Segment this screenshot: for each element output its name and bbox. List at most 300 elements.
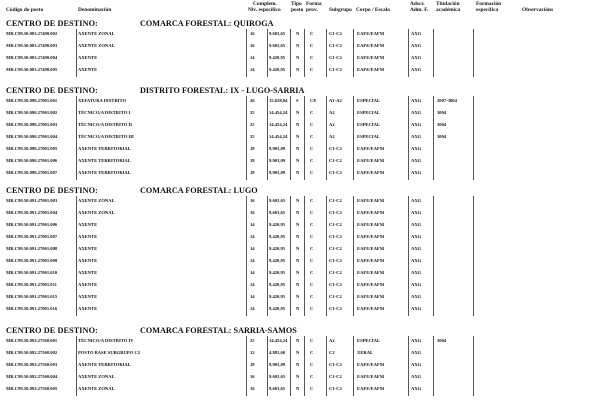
cell-border xyxy=(76,360,77,372)
cell-border xyxy=(290,232,291,244)
section-name: COMARCA FORESTAL: SARRIA-SAMOS xyxy=(140,326,297,335)
cell-border xyxy=(353,65,354,77)
cell-code: MR.C99.50.091.27001.011 xyxy=(6,282,57,287)
cell-border xyxy=(326,280,327,292)
cell-border xyxy=(433,168,434,180)
cell-corpo: EAFE/EAFM xyxy=(357,234,385,239)
cell-border xyxy=(290,244,291,256)
cell-border xyxy=(246,220,247,232)
cell-border xyxy=(473,384,474,396)
cell-border xyxy=(433,348,434,360)
cell-border xyxy=(76,120,77,132)
cell-border xyxy=(246,144,247,156)
cell-border xyxy=(290,132,291,144)
cell-border xyxy=(290,156,291,168)
cell-sub: C1-C2 xyxy=(329,210,342,215)
cell-border xyxy=(433,144,434,156)
section-header xyxy=(0,326,614,336)
cell-code: MR.C99.50.090.27001.003 xyxy=(6,122,58,127)
cell-sub: C1-C2 xyxy=(329,158,342,163)
cell-border xyxy=(304,244,305,256)
cell-border xyxy=(267,208,268,220)
cell-border xyxy=(246,304,247,316)
cell-niv: 14 xyxy=(250,270,255,275)
cell-border xyxy=(290,220,291,232)
cell-code: MR.C99.50.092.27560.003 xyxy=(6,362,58,367)
cell-forma: C xyxy=(310,146,314,151)
cell-den: AXENTE TERRITORIAL xyxy=(78,146,131,151)
cell-esp: 9.420,95 xyxy=(269,306,286,311)
cell-tipo: N xyxy=(296,55,300,60)
cell-border xyxy=(76,244,77,256)
cell-border xyxy=(473,348,474,360)
cell-forma: CE xyxy=(310,98,317,103)
cell-border xyxy=(473,360,474,372)
cell-forma: C xyxy=(310,294,314,299)
cell-forma: C xyxy=(310,234,314,239)
cell-border xyxy=(246,132,247,144)
cell-border xyxy=(473,232,474,244)
cell-border xyxy=(433,41,434,53)
cell-border xyxy=(408,168,409,180)
cell-border xyxy=(326,384,327,396)
cell-border xyxy=(473,96,474,108)
cell-border xyxy=(304,292,305,304)
cell-border xyxy=(267,144,268,156)
cell-border xyxy=(473,168,474,180)
cell-border xyxy=(290,53,291,65)
cell-border xyxy=(304,348,305,360)
cell-tipo: N xyxy=(296,350,300,355)
cell-corpo: EAFE/EAFM xyxy=(357,55,385,60)
cell-border xyxy=(433,384,434,396)
cell-border xyxy=(353,348,354,360)
cell-niv: 12 xyxy=(250,350,255,355)
cell-adscr: AXG xyxy=(411,294,422,299)
cell-border xyxy=(290,384,291,396)
cell-border xyxy=(473,65,474,77)
cell-den: AXENTE TERRITORIAL xyxy=(78,170,131,175)
cell-forma: C xyxy=(310,55,314,60)
section-label: CENTRO DE DESTINO: xyxy=(6,326,98,335)
cell-forma: C xyxy=(310,222,314,227)
cell-border xyxy=(326,168,327,180)
cell-niv: 25 xyxy=(250,110,255,115)
cell-border xyxy=(246,168,247,180)
cell-border xyxy=(76,108,77,120)
cell-border xyxy=(290,304,291,316)
cell-sub: C1-C2 xyxy=(329,55,342,60)
cell-niv: 26 xyxy=(250,98,255,103)
header-complem-2: Niv. específico xyxy=(248,7,281,13)
cell-corpo: EAFE/EAFM xyxy=(357,158,385,163)
table-row xyxy=(0,348,614,360)
cell-border xyxy=(326,120,327,132)
cell-esp: 14.454,24 xyxy=(269,110,288,115)
cell-niv: 25 xyxy=(250,134,255,139)
cell-border xyxy=(353,384,354,396)
cell-tit: 2007-3004 xyxy=(437,98,457,103)
cell-sub: A2 xyxy=(329,110,335,115)
cell-niv: 16 xyxy=(250,31,255,36)
cell-sub: C1-C2 xyxy=(329,282,342,287)
cell-border xyxy=(353,220,354,232)
cell-border xyxy=(408,156,409,168)
cell-corpo: EAFE/EAFM xyxy=(357,258,385,263)
cell-border xyxy=(76,144,77,156)
cell-sub: A1-A2 xyxy=(329,98,342,103)
cell-adscr: AXG xyxy=(411,55,422,60)
cell-border xyxy=(433,304,434,316)
cell-border xyxy=(290,336,291,348)
cell-border xyxy=(408,132,409,144)
cell-niv: 18 xyxy=(250,146,255,151)
cell-sub: C1-C2 xyxy=(329,67,342,72)
cell-border xyxy=(267,220,268,232)
cell-den: AXENTE xyxy=(78,270,98,275)
cell-border xyxy=(267,120,268,132)
cell-border xyxy=(408,29,409,41)
cell-border xyxy=(76,256,77,268)
cell-border xyxy=(326,348,327,360)
cell-den: AXENTE xyxy=(78,55,98,60)
cell-sub: C1-C2 xyxy=(329,294,342,299)
cell-corpo: EAFE/EAFM xyxy=(357,43,385,48)
cell-border xyxy=(326,96,327,108)
cell-den: AXENTE ZONAL xyxy=(78,210,115,215)
cell-border xyxy=(473,41,474,53)
cell-border xyxy=(353,29,354,41)
cell-adscr: AXG xyxy=(411,306,422,311)
cell-niv: 14 xyxy=(250,246,255,251)
header-subgrupo: Subgrupo xyxy=(329,7,352,13)
table-row xyxy=(0,244,614,256)
cell-border xyxy=(473,244,474,256)
cell-esp: 9.420,95 xyxy=(269,222,286,227)
cell-border xyxy=(326,292,327,304)
cell-border xyxy=(304,232,305,244)
cell-border xyxy=(473,120,474,132)
cell-border xyxy=(353,196,354,208)
cell-tipo: N xyxy=(296,246,300,251)
cell-border xyxy=(433,53,434,65)
cell-border xyxy=(408,144,409,156)
cell-niv: 16 xyxy=(250,210,255,215)
cell-border xyxy=(304,120,305,132)
cell-forma: C xyxy=(310,110,314,115)
cell-code: MR.C99.50.003.27490.005 xyxy=(6,67,58,72)
cell-border xyxy=(290,29,291,41)
cell-code: MR.C99.50.090.27001.002 xyxy=(6,110,58,115)
cell-border xyxy=(473,196,474,208)
cell-border xyxy=(326,144,327,156)
cell-border xyxy=(353,108,354,120)
cell-code: MR.C99.50.003.27490.002 xyxy=(6,31,58,36)
cell-corpo: XERAL xyxy=(357,350,374,355)
cell-border xyxy=(246,96,247,108)
cell-niv: 16 xyxy=(250,374,255,379)
table-row xyxy=(0,336,614,348)
cell-border xyxy=(267,168,268,180)
cell-border xyxy=(304,29,305,41)
cell-corpo: EAFE/EAFM xyxy=(357,222,385,227)
cell-border xyxy=(290,65,291,77)
cell-den: TÉCNICO/A DISTRITO IV xyxy=(78,338,134,343)
cell-border xyxy=(76,304,77,316)
cell-forma: C xyxy=(310,122,314,127)
cell-den: AXENTE xyxy=(78,222,98,227)
table-row xyxy=(0,280,614,292)
cell-border xyxy=(408,292,409,304)
cell-esp: 9.420,95 xyxy=(269,234,286,239)
header-titulacion-2: académica xyxy=(436,7,461,13)
section-name: DISTRITO FORESTAL: IX - LUGO-SARRIA xyxy=(140,86,305,95)
cell-forma: C xyxy=(310,374,314,379)
table-row xyxy=(0,65,614,77)
cell-esp: 4.881,60 xyxy=(269,350,286,355)
cell-border xyxy=(326,360,327,372)
table-row xyxy=(0,156,614,168)
cell-border xyxy=(246,280,247,292)
cell-border xyxy=(76,96,77,108)
cell-adscr: AXG xyxy=(411,67,422,72)
cell-code: MR.C99.50.091.27001.006 xyxy=(6,222,58,227)
cell-tipo: N xyxy=(296,282,300,287)
cell-den: TÉCNICO/A DISTRITO III xyxy=(78,134,134,139)
cell-forma: C xyxy=(310,158,314,163)
cell-border xyxy=(76,268,77,280)
cell-forma: C xyxy=(310,258,314,263)
cell-niv: 14 xyxy=(250,306,255,311)
cell-border xyxy=(304,372,305,384)
cell-border xyxy=(290,348,291,360)
cell-border xyxy=(353,144,354,156)
cell-border xyxy=(326,232,327,244)
cell-niv: 18 xyxy=(250,170,255,175)
cell-border xyxy=(304,108,305,120)
cell-border xyxy=(433,372,434,384)
cell-border xyxy=(408,120,409,132)
cell-border xyxy=(433,96,434,108)
cell-adscr: AXG xyxy=(411,31,422,36)
header-denominacion: Denominación xyxy=(78,7,112,13)
cell-border xyxy=(408,108,409,120)
cell-corpo: ESPECIAL xyxy=(357,134,380,139)
cell-esp: 14.454,24 xyxy=(269,338,288,343)
cell-border xyxy=(326,108,327,120)
cell-tipo: N xyxy=(296,374,300,379)
cell-border xyxy=(246,156,247,168)
cell-border xyxy=(267,372,268,384)
cell-forma: C xyxy=(310,350,314,355)
section-label: CENTRO DE DESTINO: xyxy=(6,86,98,95)
section-label: CENTRO DE DESTINO: xyxy=(6,19,98,28)
cell-corpo: EAFE/EAFM xyxy=(357,386,385,391)
cell-border xyxy=(76,156,77,168)
cell-border xyxy=(473,280,474,292)
cell-border xyxy=(267,292,268,304)
cell-sub: C1-C2 xyxy=(329,43,342,48)
cell-border xyxy=(353,336,354,348)
cell-border xyxy=(473,208,474,220)
cell-sub: C1-C2 xyxy=(329,258,342,263)
cell-corpo: EAFE/EAFM xyxy=(357,170,385,175)
cell-sub: C1-C2 xyxy=(329,31,342,36)
cell-border xyxy=(326,29,327,41)
cell-border xyxy=(76,65,77,77)
cell-code: MR.C99.50.091.27001.009 xyxy=(6,258,58,263)
header-corpo: Corpo / Escala xyxy=(356,7,390,13)
cell-den: XEFATURA DISTRITO xyxy=(78,98,127,103)
cell-border xyxy=(267,29,268,41)
table-row xyxy=(0,232,614,244)
cell-code: MR.C99.50.092.27560.005 xyxy=(6,386,58,391)
cell-niv: 14 xyxy=(250,258,255,263)
cell-border xyxy=(290,41,291,53)
cell-sub: A2 xyxy=(329,338,335,343)
cell-border xyxy=(290,256,291,268)
cell-den: AXENTE TERRITORIAL xyxy=(78,158,131,163)
cell-border xyxy=(473,132,474,144)
cell-border xyxy=(408,220,409,232)
cell-border xyxy=(408,208,409,220)
cell-border xyxy=(326,372,327,384)
cell-border xyxy=(246,108,247,120)
header-adscr-2: Adm. F. xyxy=(410,7,429,13)
cell-den: AXENTE ZONAL xyxy=(78,374,115,379)
section-header xyxy=(0,86,614,96)
cell-border xyxy=(267,244,268,256)
cell-border xyxy=(326,53,327,65)
cell-sub: C1-C2 xyxy=(329,374,342,379)
cell-esp: 9.420,95 xyxy=(269,258,286,263)
cell-adscr: AXG xyxy=(411,98,422,103)
cell-border xyxy=(246,244,247,256)
cell-border xyxy=(246,196,247,208)
cell-border xyxy=(408,196,409,208)
cell-border xyxy=(304,53,305,65)
cell-tipo: N xyxy=(296,306,300,311)
cell-border xyxy=(326,196,327,208)
cell-border xyxy=(290,196,291,208)
table-row xyxy=(0,220,614,232)
cell-forma: C xyxy=(310,270,314,275)
section-label: CENTRO DE DESTINO: xyxy=(6,186,98,195)
cell-border xyxy=(246,372,247,384)
section-header xyxy=(0,19,614,29)
cell-sub: A2 xyxy=(329,134,335,139)
cell-forma: C xyxy=(310,362,314,367)
cell-border xyxy=(353,256,354,268)
cell-border xyxy=(304,280,305,292)
cell-adscr: AXG xyxy=(411,158,422,163)
header-formacion-1: Formación xyxy=(476,1,502,7)
cell-corpo: ESPECIAL xyxy=(357,338,380,343)
cell-border xyxy=(408,348,409,360)
cell-esp: 9.420,95 xyxy=(269,294,286,299)
cell-sub: C1-C2 xyxy=(329,386,342,391)
cell-corpo: EAFE/EAFM xyxy=(357,67,385,72)
cell-adscr: AXG xyxy=(411,282,422,287)
cell-tipo: N xyxy=(296,170,300,175)
cell-tit: 3004 xyxy=(437,338,447,343)
cell-border xyxy=(433,292,434,304)
cell-adscr: AXG xyxy=(411,258,422,263)
cell-code: MR.C99.50.092.27560.001 xyxy=(6,338,58,343)
cell-border xyxy=(267,384,268,396)
cell-border xyxy=(76,53,77,65)
cell-border xyxy=(433,232,434,244)
cell-adscr: AXG xyxy=(411,134,422,139)
cell-den: AXENTE ZONAL xyxy=(78,43,115,48)
cell-esp: 9.420,95 xyxy=(269,55,286,60)
cell-border xyxy=(326,41,327,53)
cell-den: AXENTE xyxy=(78,258,98,263)
cell-border xyxy=(304,96,305,108)
cell-border xyxy=(267,41,268,53)
cell-den: AXENTE xyxy=(78,306,98,311)
header-forma-1: Forma xyxy=(306,1,322,7)
cell-esp: 9.903,09 xyxy=(269,362,286,367)
cell-border xyxy=(290,268,291,280)
cell-tit: 3004 xyxy=(437,134,447,139)
cell-border xyxy=(408,384,409,396)
table-row xyxy=(0,256,614,268)
cell-border xyxy=(353,120,354,132)
table-row xyxy=(0,132,614,144)
cell-border xyxy=(267,132,268,144)
cell-adscr: AXG xyxy=(411,198,422,203)
cell-tipo: N xyxy=(296,294,300,299)
cell-border xyxy=(326,304,327,316)
cell-border xyxy=(473,268,474,280)
cell-border xyxy=(408,41,409,53)
cell-border xyxy=(353,280,354,292)
cell-border xyxy=(433,156,434,168)
cell-niv: 14 xyxy=(250,55,255,60)
cell-border xyxy=(408,244,409,256)
cell-forma: C xyxy=(310,134,314,139)
cell-border xyxy=(408,65,409,77)
cell-border xyxy=(326,220,327,232)
cell-border xyxy=(76,132,77,144)
cell-niv: 14 xyxy=(250,294,255,299)
cell-forma: C xyxy=(310,282,314,287)
cell-code: MR.C99.50.091.27001.003 xyxy=(6,198,58,203)
cell-border xyxy=(433,220,434,232)
cell-border xyxy=(304,220,305,232)
table-row xyxy=(0,120,614,132)
cell-forma: C xyxy=(310,210,314,215)
cell-border xyxy=(304,268,305,280)
cell-adscr: AXG xyxy=(411,362,422,367)
cell-border xyxy=(267,348,268,360)
cell-border xyxy=(76,196,77,208)
cell-corpo: EAFE/EAFM xyxy=(357,210,385,215)
cell-border xyxy=(76,41,77,53)
cell-den: AXENTE xyxy=(78,246,98,251)
cell-den: AXENTE xyxy=(78,67,98,72)
cell-esp: 9.603,65 xyxy=(269,210,286,215)
cell-corpo: EAFE/EAFM xyxy=(357,294,385,299)
cell-border xyxy=(290,168,291,180)
cell-corpo: ESPECIAL xyxy=(357,122,380,127)
cell-corpo: EAFE/EAFM xyxy=(357,246,385,251)
table-row xyxy=(0,268,614,280)
cell-border xyxy=(433,29,434,41)
cell-tipo: N xyxy=(296,134,300,139)
cell-border xyxy=(353,168,354,180)
